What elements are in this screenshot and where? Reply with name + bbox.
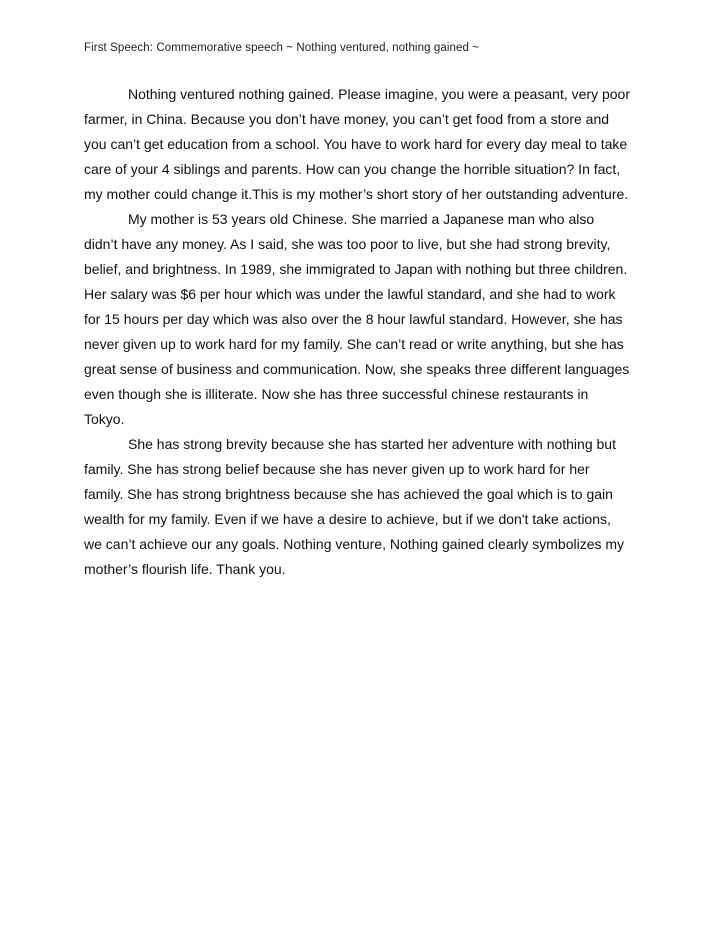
text-line: belief, and brightness. In 1989, she immigrated to Japan with nothing but three children. — [84, 261, 628, 277]
text-line: family. She has strong belief because she has never given up to work hard for her — [84, 461, 590, 477]
text-line: farmer, in China. Because you don’t have money, you can’t get food from a store and — [84, 111, 610, 127]
text-line: Her salary was $6 per hour which was under the lawful standard, and she had to work — [84, 286, 616, 302]
text-line: family. She has strong brightness because she has achieved the goal which is to gain — [84, 486, 613, 502]
text-line: wealth for my family. Even if we have a desire to achieve, but if we don't take actions, — [84, 511, 611, 527]
page-header: First Speech: Commemorative speech ~ Nothing ventured, nothing gained ~ — [84, 42, 480, 54]
text-line: care of your 4 siblings and parents. How can you change the horrible situation? In fact, — [84, 161, 621, 177]
text-line: great sense of business and communication. Now, she speaks three different languages — [84, 361, 630, 377]
text-line: didn’t have any money. As I said, she was too poor to live, but she had strong brevity, — [84, 236, 611, 252]
text-line: Nothing ventured nothing gained. Please imagine, you were a peasant, very poor — [128, 86, 630, 102]
text-line: Tokyo. — [84, 411, 125, 427]
text-line: My mother is 53 years old Chinese. She married a Japanese man who also — [128, 211, 595, 227]
paragraph-1 — [84, 82, 644, 207]
text-line: mother’s flourish life. Thank you. — [84, 561, 286, 577]
text-line: for 15 hours per day which was also over the 8 hour lawful standard. However, she has — [84, 311, 623, 327]
text-line: we can’t achieve our any goals. Nothing venture, Nothing gained clearly symbolizes my — [84, 536, 625, 552]
speech-body — [84, 82, 644, 582]
text-line: She has strong brevity because she has started her adventure with nothing but — [128, 436, 616, 452]
paragraph-2 — [84, 207, 644, 432]
text-line: you can’t get education from a school. You have to work hard for every day meal to take — [84, 136, 628, 152]
text-line: never given up to work hard for my family. She can’t read or write anything, but she has — [84, 336, 624, 352]
text-line: my mother could change it.This is my mother’s short story of her outstanding adventure. — [84, 186, 629, 202]
paragraph-3 — [84, 432, 644, 582]
text-line: even though she is illiterate. Now she has three successful chinese restaurants in — [84, 386, 589, 402]
